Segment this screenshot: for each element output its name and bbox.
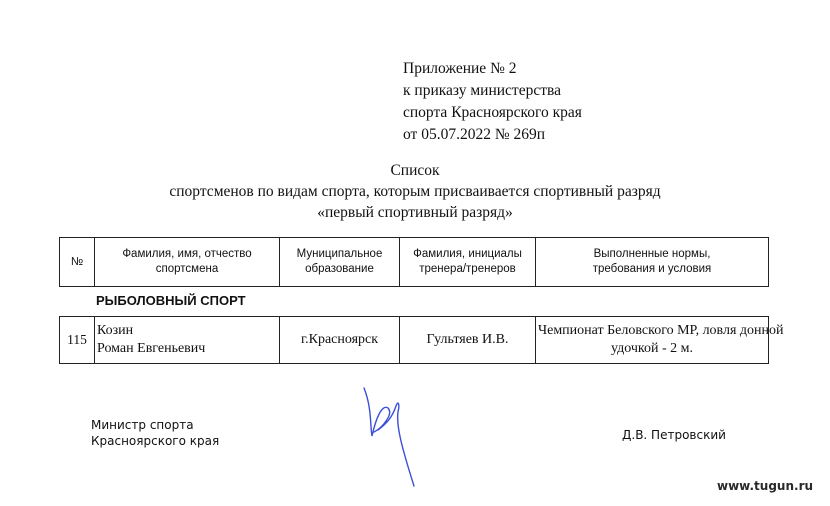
header-coach-line2: тренера/тренеров: [419, 263, 516, 275]
header-norms-line2: требования и условия: [592, 263, 712, 275]
header-municipality-line2: образование: [305, 263, 374, 275]
header-municipality: [280, 238, 400, 287]
annex-line: спорта Красноярского края: [403, 104, 582, 121]
list-subtitle: спортсменов по видам спорта, которым присваивается спортивный разряд: [169, 183, 661, 200]
annex-line: Приложение № 2: [403, 60, 517, 77]
list-heading: Список: [390, 162, 440, 179]
header-name-line1: Фамилия, имя, отчество: [122, 248, 252, 260]
annex-line: к приказу министерства: [403, 82, 561, 99]
annex-line: от 05.07.2022 № 269п: [403, 126, 546, 143]
table-header: [59, 237, 769, 287]
athlete-surname: Козин: [97, 323, 134, 338]
row-norms: [536, 317, 784, 364]
header-coach: [400, 238, 536, 287]
row-coach: Гультяев И.В.: [400, 317, 536, 364]
header-name-line2: спортсмена: [155, 263, 219, 275]
header-num: №: [60, 238, 95, 287]
list-subtitle: «первый спортивный разряд»: [317, 204, 513, 221]
header-name: [95, 238, 280, 287]
row-athlete: [95, 317, 280, 364]
table-row: [60, 317, 769, 364]
norms-line2: удочкой - 2 м.: [610, 341, 694, 356]
header-coach-line1: Фамилия, инициалы: [413, 248, 522, 260]
athlete-given-name: Роман Евгеньевич: [97, 341, 206, 356]
section-title: РЫБОЛОВНЫЙ СПОРТ: [96, 293, 246, 308]
minister-line: Красноярского края: [91, 434, 220, 448]
annex-header: [403, 58, 582, 146]
list-title: [0, 160, 830, 223]
header-municipality-line1: Муниципальное: [296, 248, 383, 260]
signature-mark: [352, 378, 442, 490]
row-num: 115: [60, 317, 95, 364]
minister-line: Министр спорта: [91, 418, 194, 432]
header-norms-line1: Выполненные нормы,: [593, 248, 711, 260]
watermark: www.tugun.ru: [717, 479, 814, 493]
header-norms: [536, 238, 769, 287]
table-body: [59, 316, 784, 364]
minister-title: [91, 417, 219, 449]
row-municipality: г.Красноярск: [280, 317, 400, 364]
signer-name: Д.В. Петровский: [622, 428, 726, 442]
norms-line1: Чемпионат Беловского МР, ловля донной: [538, 323, 784, 338]
